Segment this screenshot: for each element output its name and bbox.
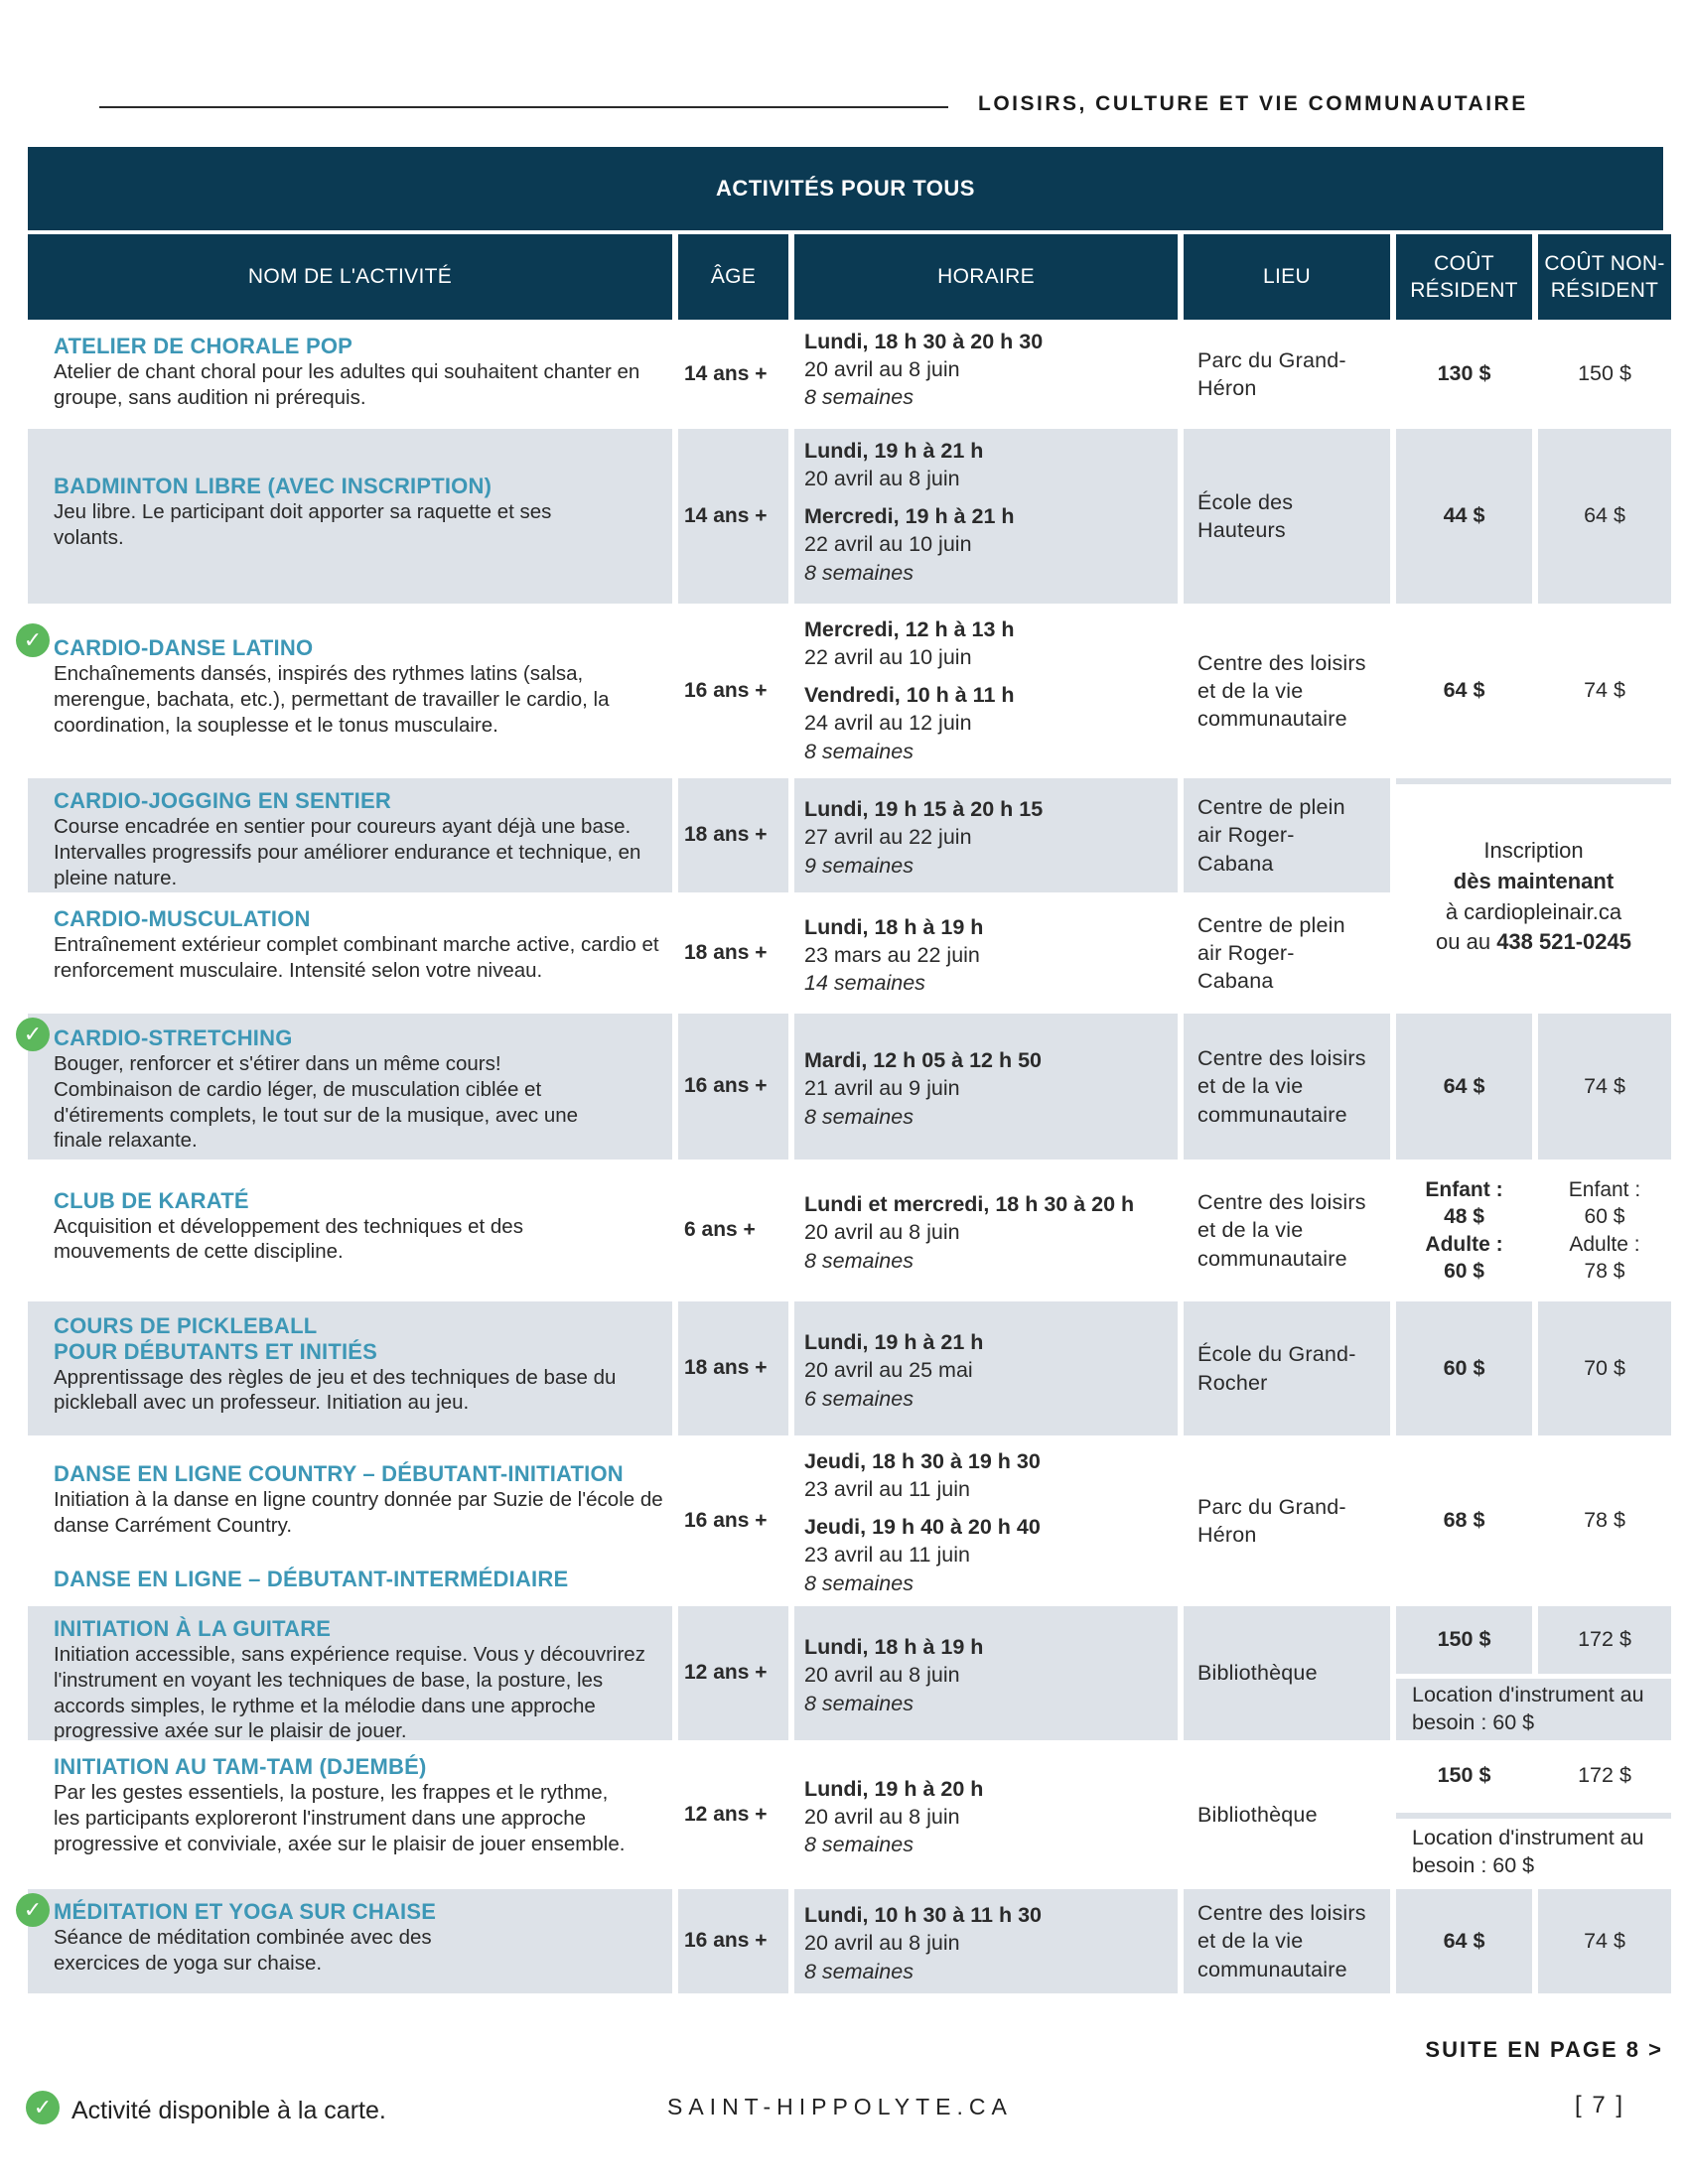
activity-title: CARDIO-STRETCHING bbox=[54, 1025, 293, 1050]
activity-title: CARDIO-MUSCULATION bbox=[54, 906, 311, 931]
activity-age: 18 ans + bbox=[684, 940, 768, 964]
activity-description: Acquisition et développement des techniques et des mouvements de cette discipline. bbox=[54, 1214, 523, 1264]
activity-age: 16 ans + bbox=[684, 678, 768, 702]
schedule-day: Lundi, 18 h à 19 h bbox=[804, 1635, 984, 1660]
cost-nonresident: 172 $ bbox=[1538, 1606, 1671, 1674]
cost-resident: 64 $ bbox=[1396, 1014, 1532, 1160]
activity-age: 16 ans + bbox=[678, 1889, 788, 1993]
section-title: LOISIRS, CULTURE ET VIE COMMUNAUTAIRE bbox=[978, 92, 1528, 115]
cost-resident: 44 $ bbox=[1396, 429, 1532, 604]
activity-name-cell bbox=[28, 1439, 672, 1602]
schedule-dates: 20 avril au 8 juin bbox=[804, 1804, 960, 1829]
col-header-cost-nonresident: COÛT NON-RÉSIDENT bbox=[1538, 234, 1671, 320]
header-rule bbox=[99, 106, 948, 108]
activity-location: Centre de plein air Roger-Cabana bbox=[1197, 912, 1345, 994]
schedule-dates: 23 avril au 11 juin bbox=[804, 1477, 970, 1502]
schedule-dates: 27 avril au 22 juin bbox=[804, 825, 972, 850]
cost-resident: Enfant : 48 $ Adulte : 60 $ bbox=[1425, 1177, 1503, 1283]
cost-cell bbox=[1396, 1606, 1671, 1740]
schedule-weeks: 8 semaines bbox=[804, 1570, 914, 1595]
col-header-name: NOM DE L'ACTIVITÉ bbox=[28, 234, 672, 320]
activity-location: Centre de plein air Roger-Cabana bbox=[1184, 778, 1390, 892]
activity-name-cell bbox=[23, 608, 672, 774]
activity-description: Bouger, renforcer et s'étirer dans un même cours! Combinaison de cardio léger, de musculation ciblée et d'étirements complets, le tout sur de la musique, avec une finale relaxante. bbox=[54, 1051, 579, 1153]
cardio-registration-info: Inscription dès maintenant à cardiopleinair.ca ou au 438 521-0245 bbox=[1396, 778, 1671, 1010]
cost-nonresident: 78 $ bbox=[1584, 1508, 1625, 1533]
schedule-dates: 20 avril au 25 mai bbox=[804, 1358, 973, 1383]
schedule-dates: 20 avril au 8 juin bbox=[804, 357, 960, 382]
registration-phone: 438 521-0245 bbox=[1496, 929, 1631, 955]
schedule-dates: 20 avril au 8 juin bbox=[804, 1220, 960, 1245]
activity-description: Initiation à la danse en ligne country donnée par Suzie de l'école de danse Carrément Country. bbox=[54, 1487, 663, 1537]
activity-location: École du Grand-Rocher bbox=[1184, 1301, 1390, 1435]
instrument-rental: Location d'instrument au besoin : 60 $ bbox=[1396, 1679, 1671, 1740]
cost-resident: 64 $ bbox=[1396, 1889, 1532, 1993]
activity-title: DANSE EN LIGNE – DÉBUTANT-INTERMÉDIAIRE bbox=[54, 1566, 569, 1591]
activity-title: CARDIO-JOGGING EN SENTIER bbox=[54, 788, 391, 813]
activity-location: Centre des loisirs et de la vie communautaire bbox=[1197, 1190, 1366, 1271]
activity-name-cell bbox=[23, 1014, 672, 1160]
activity-name-cell bbox=[28, 1606, 672, 1743]
cost-nonresident: 74 $ bbox=[1538, 1014, 1671, 1160]
cost-nonresident: 172 $ bbox=[1578, 1763, 1631, 1788]
col-header-schedule: HORAIRE bbox=[794, 234, 1178, 320]
activity-age: 16 ans + bbox=[684, 1508, 768, 1532]
check-circle-icon: ✓ bbox=[26, 2091, 60, 2124]
schedule-day: Lundi, 19 h à 21 h bbox=[804, 1330, 984, 1355]
col-header-cost-resident: COÛT RÉSIDENT bbox=[1396, 234, 1532, 320]
cost-resident: 150 $ bbox=[1437, 1763, 1491, 1788]
schedule-day: Lundi, 18 h à 19 h bbox=[804, 914, 984, 939]
activity-schedule bbox=[794, 896, 1178, 1010]
activity-description: Atelier de chant choral pour les adultes qui souhaitent chanter en groupe, sans audition ni prérequis. bbox=[54, 359, 640, 409]
schedule-day: Lundi et mercredi, 18 h 30 à 20 h bbox=[804, 1192, 1135, 1217]
activity-schedule bbox=[794, 1889, 1178, 1993]
activity-age: 12 ans + bbox=[684, 1802, 768, 1826]
schedule-day: Lundi, 19 h à 21 h bbox=[804, 439, 984, 463]
activity-schedule bbox=[794, 608, 1178, 774]
activity-name-cell bbox=[28, 896, 672, 1010]
col-header-location: LIEU bbox=[1184, 234, 1390, 320]
activity-age: 16 ans + bbox=[678, 1014, 788, 1160]
activity-location: Centre des loisirs et de la vie communautaire bbox=[1184, 1014, 1390, 1160]
activity-age: 18 ans + bbox=[678, 778, 788, 892]
schedule-weeks: 8 semaines bbox=[804, 1833, 914, 1857]
activity-schedule bbox=[794, 1439, 1178, 1602]
cost-cell bbox=[1396, 1744, 1671, 1885]
activities-table bbox=[23, 147, 1665, 1993]
activity-name-cell bbox=[28, 429, 672, 604]
schedule-day: Lundi, 18 h 30 à 20 h 30 bbox=[804, 330, 1044, 353]
schedule-dates: 24 avril au 12 juin bbox=[804, 711, 972, 736]
activity-age: 12 ans + bbox=[678, 1606, 788, 1740]
activity-schedule bbox=[794, 1744, 1178, 1885]
activity-description: Initiation accessible, sans expérience requise. Vous y découvrirez l'instrument en voyant les techniques de base, la posture, les accords simples, le rythme et la mélodie dans une approche progressive axée sur le plaisir de jouer. bbox=[54, 1642, 645, 1743]
schedule-dates: 22 avril au 10 juin bbox=[804, 532, 972, 557]
activity-name-cell bbox=[28, 1163, 672, 1297]
activity-age: 14 ans + bbox=[684, 361, 768, 385]
cost-nonresident: 64 $ bbox=[1538, 429, 1671, 604]
activity-title: CLUB DE KARATÉ bbox=[54, 1187, 249, 1213]
schedule-dates: 23 mars au 22 juin bbox=[804, 942, 980, 967]
instrument-rental: Location d'instrument au besoin : 60 $ bbox=[1396, 1813, 1671, 1885]
cost-resident: 60 $ bbox=[1396, 1301, 1532, 1435]
schedule-dates: 20 avril au 8 juin bbox=[804, 467, 960, 491]
activity-location: École des Hauteurs bbox=[1184, 429, 1390, 604]
page-number: [ 7 ] bbox=[1575, 2092, 1625, 2118]
activity-description: Course encadrée en sentier pour coureurs ayant déjà une base. Intervalles progressifs pour améliorer endurance et technique, en pleine nature. bbox=[54, 814, 641, 889]
schedule-weeks: 8 semaines bbox=[804, 1691, 914, 1715]
activity-schedule bbox=[794, 778, 1178, 892]
activity-name-cell bbox=[28, 778, 672, 892]
schedule-dates: 20 avril au 8 juin bbox=[804, 1931, 960, 1956]
schedule-day: Jeudi, 19 h 40 à 20 h 40 bbox=[804, 1515, 1041, 1540]
schedule-day: Lundi, 19 h à 20 h bbox=[804, 1776, 984, 1801]
cost-nonresident: 70 $ bbox=[1538, 1301, 1671, 1435]
schedule-weeks: 9 semaines bbox=[804, 853, 914, 878]
schedule-weeks: 8 semaines bbox=[804, 1104, 914, 1129]
schedule-day: Mercredi, 19 h à 21 h bbox=[804, 504, 1015, 529]
schedule-weeks: 8 semaines bbox=[804, 385, 914, 410]
schedule-dates: 21 avril au 9 juin bbox=[804, 1076, 960, 1101]
col-header-age: ÂGE bbox=[678, 234, 788, 320]
activity-location: Bibliothèque bbox=[1184, 1606, 1390, 1740]
schedule-dates: 22 avril au 10 juin bbox=[804, 645, 972, 670]
activity-description: Enchaînements dansés, inspirés des rythmes latins (salsa, merengue, bachata, etc.), permettant de travailler le cardio, la coordination, la souplesse et le tonus musculaire. bbox=[54, 662, 610, 737]
activity-title: INITIATION AU TAM-TAM (DJEMBÉ) bbox=[54, 1754, 427, 1779]
activity-title: ATELIER DE CHORALE POP bbox=[54, 334, 353, 358]
schedule-day: Lundi, 19 h 15 à 20 h 15 bbox=[804, 797, 1044, 822]
activity-schedule bbox=[794, 429, 1178, 604]
activity-location: Centre des loisirs et de la vie communautaire bbox=[1184, 1889, 1390, 1993]
activity-title: INITIATION À LA GUITARE bbox=[54, 1616, 332, 1641]
activity-location: Centre des loisirs et de la vie communautaire bbox=[1197, 650, 1366, 732]
cost-resident: 68 $ bbox=[1443, 1508, 1485, 1533]
activity-title: DANSE EN LIGNE COUNTRY – DÉBUTANT-INITIATION bbox=[54, 1461, 624, 1486]
schedule-day: Mercredi, 12 h à 13 h bbox=[804, 617, 1015, 641]
cost-resident: 130 $ bbox=[1437, 361, 1491, 386]
activity-age: 6 ans + bbox=[684, 1218, 756, 1242]
activity-name-cell bbox=[28, 1744, 672, 1885]
cost-resident: 150 $ bbox=[1396, 1606, 1532, 1674]
check-circle-icon: ✓ bbox=[16, 623, 50, 657]
schedule-day: Jeudi, 18 h 30 à 19 h 30 bbox=[804, 1449, 1041, 1473]
continued-next-page: SUITE EN PAGE 8 > bbox=[1425, 2037, 1663, 2062]
activity-schedule bbox=[794, 1301, 1178, 1435]
schedule-day: Vendredi, 10 h à 11 h bbox=[804, 683, 1015, 708]
schedule-weeks: 8 semaines bbox=[804, 1959, 914, 1983]
schedule-dates: 20 avril au 8 juin bbox=[804, 1663, 960, 1688]
activity-name-cell bbox=[28, 1301, 672, 1435]
cost-nonresident: 74 $ bbox=[1584, 678, 1625, 703]
activity-description: Par les gestes essentiels, la posture, les frappes et le rythme, les participants exploreront l'instrument dans une approche progressive et conviviale, axée sur le plaisir de jouer ensemble. bbox=[54, 1780, 626, 1855]
activity-name-cell bbox=[23, 1889, 672, 1993]
schedule-weeks: 8 semaines bbox=[804, 560, 914, 585]
check-circle-icon: ✓ bbox=[16, 1893, 50, 1927]
activity-schedule bbox=[794, 1014, 1178, 1160]
cost-nonresident: 74 $ bbox=[1538, 1889, 1671, 1993]
cost-nonresident: 150 $ bbox=[1578, 361, 1631, 386]
schedule-weeks: 8 semaines bbox=[804, 739, 914, 763]
activity-description: Jeu libre. Le participant doit apporter sa raquette et ses volants. bbox=[54, 500, 552, 549]
activity-title: MÉDITATION ET YOGA SUR CHAISE bbox=[54, 1899, 437, 1924]
activity-schedule bbox=[794, 1163, 1178, 1297]
table-banner: ACTIVITÉS POUR TOUS bbox=[28, 147, 1663, 230]
activity-description: Apprentissage des règles de jeu et des techniques de base du pickleball avec un professeur. Initiation au jeu. bbox=[54, 1365, 617, 1415]
schedule-dates: 23 avril au 11 juin bbox=[804, 1543, 970, 1568]
schedule-day: Mardi, 12 h 05 à 12 h 50 bbox=[804, 1048, 1043, 1073]
schedule-weeks: 14 semaines bbox=[804, 971, 925, 996]
activity-location: Parc du Grand-Héron bbox=[1197, 347, 1346, 400]
activity-location: Parc du Grand-Héron bbox=[1197, 1494, 1346, 1547]
schedule-weeks: 6 semaines bbox=[804, 1386, 914, 1411]
website: SAINT-HIPPOLYTE.CA bbox=[667, 2094, 1013, 2119]
activity-title: COURS DE PICKLEBALL POUR DÉBUTANTS ET INITIÉS bbox=[54, 1312, 378, 1364]
activity-title: BADMINTON LIBRE (AVEC INSCRIPTION) bbox=[54, 474, 492, 499]
activity-title: CARDIO-DANSE LATINO bbox=[54, 635, 314, 661]
cost-nonresident: Enfant : 60 $ Adulte : 78 $ bbox=[1568, 1177, 1641, 1283]
activity-age: 14 ans + bbox=[678, 429, 788, 604]
schedule-day: Lundi, 10 h 30 à 11 h 30 bbox=[804, 1903, 1042, 1928]
check-circle-icon: ✓ bbox=[16, 1018, 50, 1051]
schedule-weeks: 8 semaines bbox=[804, 1248, 914, 1273]
activity-name-cell bbox=[28, 324, 672, 425]
activity-schedule bbox=[794, 1606, 1178, 1740]
activity-age: 18 ans + bbox=[678, 1301, 788, 1435]
legend-text: Activité disponible à la carte. bbox=[71, 2097, 386, 2124]
cost-resident: 64 $ bbox=[1443, 678, 1485, 703]
activity-description: Entraînement extérieur complet combinant marche active, cardio et renforcement musculaire. Intensité selon votre niveau. bbox=[54, 932, 659, 982]
activity-schedule bbox=[794, 324, 1178, 425]
activity-location: Bibliothèque bbox=[1197, 1802, 1318, 1827]
activity-description: Séance de méditation combinée avec des exercices de yoga sur chaise. bbox=[54, 1925, 432, 1975]
